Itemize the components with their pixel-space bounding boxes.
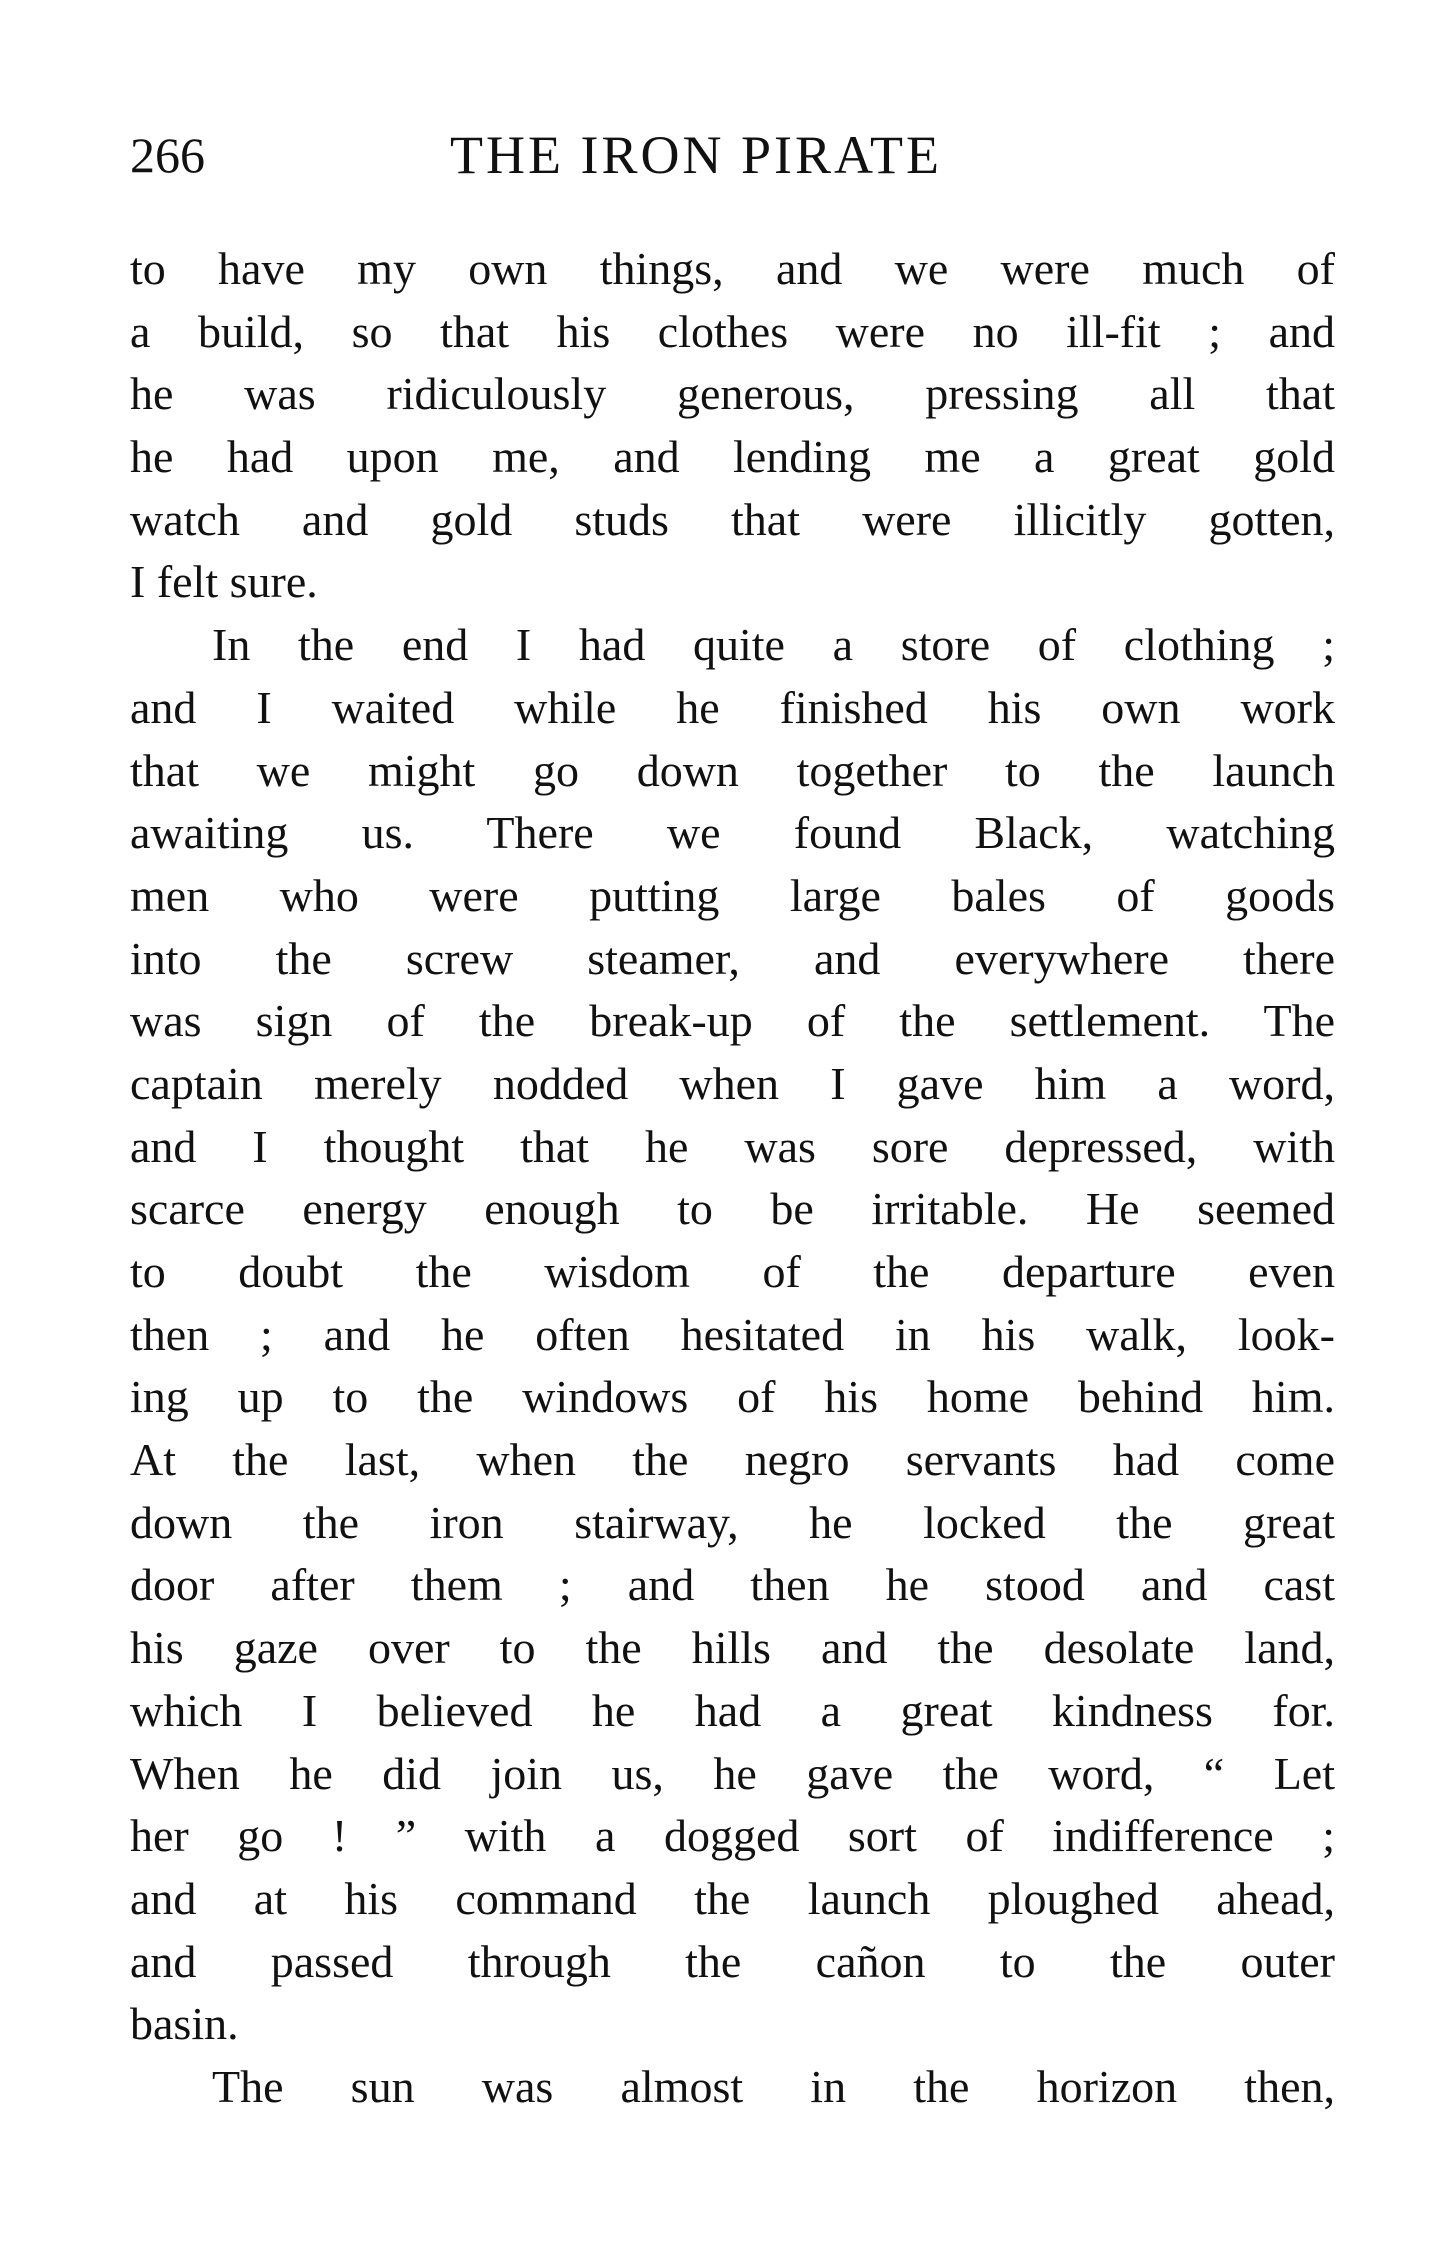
text-line: that we might go down together to the launch [130, 744, 1335, 796]
text-line: and I thought that he was sore depressed, with [130, 1120, 1335, 1172]
text-line: which I believed he had a great kindness for. [130, 1684, 1335, 1736]
text-line: his gaze over to the hills and the desolate land, [130, 1622, 1335, 1674]
body-text [130, 238, 1335, 2119]
text-line: he was ridiculously generous, pressing all that [130, 368, 1335, 420]
text-line: a build, so that his clothes were no ill-fit ; and [130, 305, 1335, 357]
text-line: The sun was almost in the horizon then, [212, 2060, 1335, 2112]
page-number: 266 [130, 127, 205, 183]
text-line: In the end I had quite a store of clothing ; [212, 619, 1335, 671]
text-line: ing up to the windows of his home behind him. [130, 1371, 1335, 1423]
text-line: awaiting us. There we found Black, watching [130, 807, 1335, 859]
running-title: THE IRON PIRATE [450, 125, 942, 185]
text-line: When he did join us, he gave the word, “ Let [130, 1747, 1335, 1799]
text-line: men who were putting large bales of goods [130, 869, 1335, 921]
text-line: and passed through the cañon to the outer [130, 1935, 1335, 1987]
text-line: and I waited while he finished his own work [130, 681, 1335, 733]
text-line: At the last, when the negro servants had come [130, 1434, 1335, 1486]
text-line: captain merely nodded when I gave him a word, [130, 1057, 1335, 1109]
text-line: into the screw steamer, and everywhere there [130, 932, 1335, 984]
text-line: then ; and he often hesitated in his walk, look- [130, 1308, 1335, 1360]
text-line: to have my own things, and we were much of [130, 243, 1335, 294]
text-line: door after them ; and then he stood and cast [130, 1559, 1335, 1611]
text-line: down the iron stairway, he locked the great [130, 1496, 1335, 1548]
text-line: watch and gold studs that were illicitly gotten, [130, 493, 1335, 545]
text-line: to doubt the wisdom of the departure even [130, 1246, 1335, 1297]
text-line: her go ! ” with a dogged sort of indifference ; [130, 1810, 1335, 1862]
text-line: and at his command the launch ploughed ahead, [130, 1872, 1335, 1924]
text-line: basin. [130, 1998, 239, 2050]
text-line: he had upon me, and lending me a great gold [130, 431, 1335, 483]
text-line: was sign of the break-up of the settlement. The [130, 995, 1335, 1047]
text-line: scarce energy enough to be irritable. He seemed [130, 1183, 1335, 1235]
text-line: I felt sure. [130, 556, 318, 608]
page-header [130, 120, 1335, 190]
